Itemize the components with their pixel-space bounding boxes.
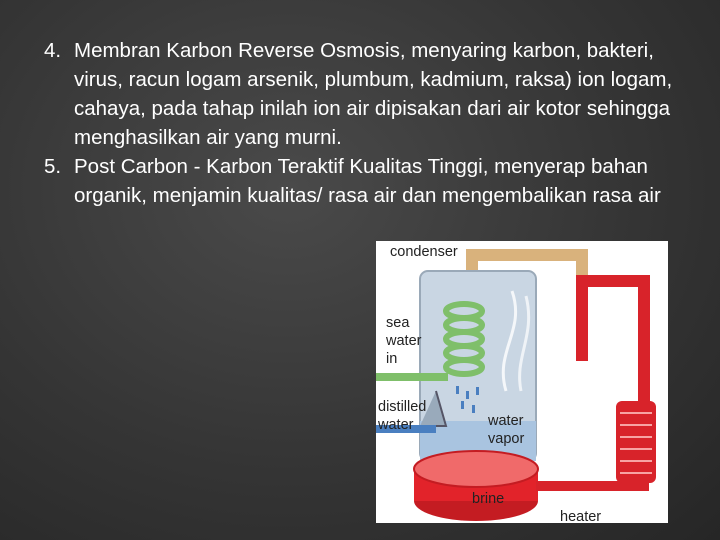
brine-drum-top <box>414 451 538 487</box>
label-sea-water: water <box>386 333 422 349</box>
distillation-diagram <box>376 241 668 523</box>
list-item-5 <box>44 152 694 210</box>
label-sea-in: in <box>386 351 398 367</box>
list-item-4 <box>44 36 694 152</box>
hot-pipe-right <box>582 281 644 416</box>
content-list <box>44 36 694 210</box>
label-vapor: vapor <box>488 431 525 447</box>
list-number: 4. <box>44 39 62 62</box>
label-brine: brine <box>472 491 505 507</box>
label-distilled: distilled <box>378 399 427 415</box>
label-heater: heater <box>560 509 602 523</box>
label-condenser: condenser <box>390 244 458 260</box>
label-vapor-water: water <box>488 413 524 429</box>
list-text: Membran Karbon Reverse Osmosis, menyaring karbon, bakteri, virus, racun logam arsenik, plumbum, kadmium, raksa) ion logam, cahaya, pada tahap inilah ion air dipisakan dari air kotor sehingga menghasilkan air yang murni. <box>74 39 673 149</box>
list-text: Post Carbon - Karbon Teraktif Kualitas Tinggi, menyerap bahan organik, menjamin kualitas/ rasa air dan mengembalikan rasa air <box>74 155 661 207</box>
distillation-diagram-svg <box>376 241 668 523</box>
label-distilled-water: water <box>378 417 414 433</box>
list-number: 5. <box>44 155 62 178</box>
label-sea: sea <box>386 315 410 331</box>
